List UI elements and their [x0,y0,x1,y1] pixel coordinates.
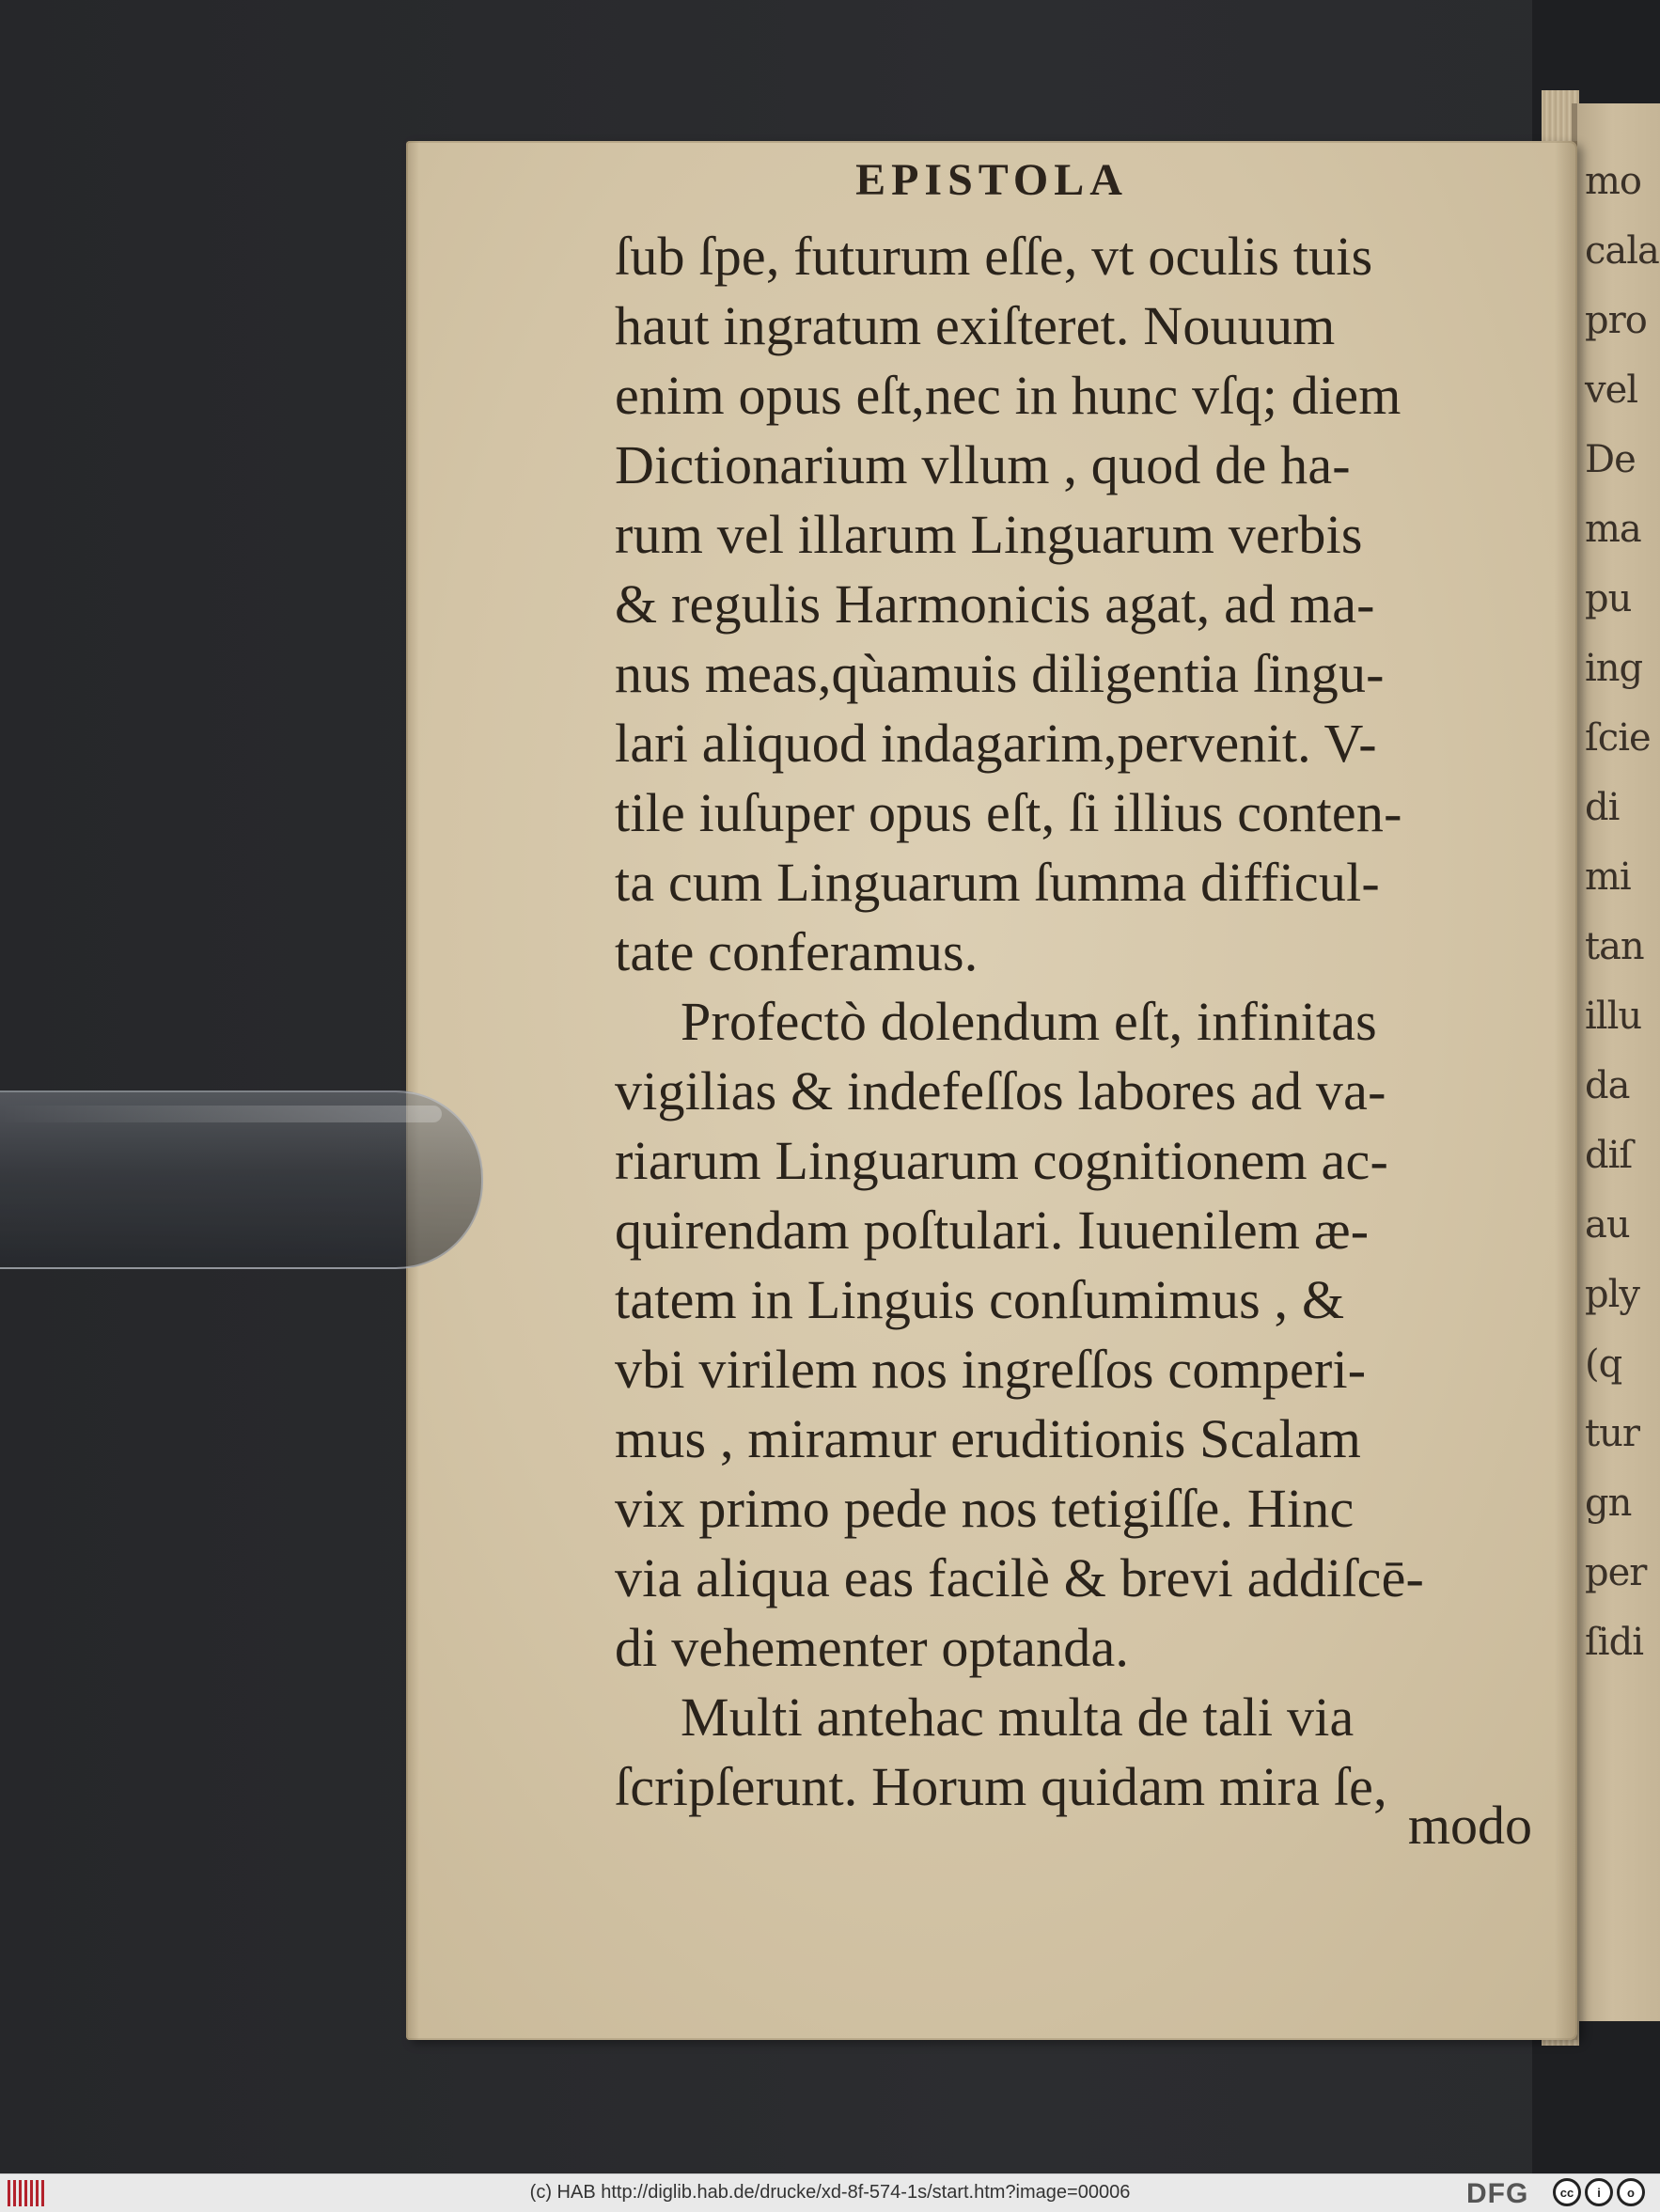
text-line: mus , miramur eruditionis Scalam [615,1408,1362,1469]
footer-credit: (c) HAB http://diglib.hab.de/drucke/xd-8f-574-1s/start.htm?image=00006 [529,2182,1131,2203]
facing-page-fragment: tur [1585,1412,1639,1455]
text-line: ſcripſerunt. Horum quidam mira ſe, [615,1756,1387,1817]
facing-page-fragment: mi [1585,855,1631,899]
text-line: Profectò dolendum eſt, infinitas [681,991,1377,1052]
creative-commons-icon: cc [1553,2178,1581,2206]
facing-page-fragment: pu [1585,577,1632,620]
footer-bar [0,2173,1660,2212]
facing-page-fragment: ply [1585,1273,1639,1316]
facing-page-fragment: mo [1585,160,1642,203]
facing-page-fragment: vel [1585,369,1638,412]
facing-page-fragment: (q [1585,1342,1622,1386]
facing-page [1572,103,1660,2021]
book-page [406,141,1577,2040]
text-line: di vehementer optanda. [615,1617,1130,1678]
text-line: vbi virilem nos ingreſſos comperi- [615,1339,1367,1400]
text-line: nus meas,qùamuis diligentia ſingu- [615,643,1385,704]
text-line: ſub ſpe, futurum eſſe, vt oculis tuis [615,226,1373,287]
facing-page-fragment: tan [1585,925,1644,968]
text-line: tate conferamus. [615,921,979,982]
license-icons [1553,2178,1645,2208]
facing-page-fragment: au [1585,1203,1630,1247]
facing-page-fragment: diſ [1585,1134,1633,1177]
page-holder-shine [0,1106,442,1122]
facing-page-fragment: di [1585,786,1620,829]
text-line: vigilias & indefeſſos labores ad va- [615,1060,1386,1122]
dfg-logo: DFG [1466,2178,1529,2209]
attribution-icon: i [1585,2178,1613,2206]
text-line: enim opus eſt,nec in hunc vſq; diem [615,365,1402,426]
share-alike-icon: o [1617,2178,1645,2206]
facing-page-fragment: ſcie [1585,716,1651,760]
text-line: haut ingratum exiſteret. Nouuum [615,295,1336,356]
page-inner-edge [1555,141,1577,2040]
text-line: tile iuſuper opus eſt, ſi illius conten- [615,782,1402,843]
facing-page-fragment: cala [1585,229,1659,273]
catchword: modo [1407,1795,1532,1856]
text-line: quirendam poſtulari. Iuuenilem æ- [615,1200,1370,1261]
facing-page-fragment: pro [1585,299,1647,342]
text-line: vix primo pede nos tetigiſſe. Hinc [615,1478,1355,1539]
facing-page-fragment: ſidi [1585,1621,1643,1664]
facing-page-fragment: ing [1585,647,1643,690]
running-head: EPISTOLA [855,155,1128,205]
facing-page-fragment: da [1585,1064,1630,1107]
text-line: rum vel illarum Linguarum verbis [615,504,1363,565]
text-line: riarum Linguarum cognitionem ac- [615,1130,1388,1191]
facing-page-fragment: per [1585,1551,1647,1594]
facing-page-fragment: illu [1585,995,1642,1038]
text-line: via aliqua eas facilè & brevi addiſcē- [615,1547,1425,1608]
text-line: Multi antehac multa de tali via [681,1686,1355,1748]
text-line: lari aliquod indagarim,pervenit. V- [615,713,1377,774]
text-line: tatem in Linguis conſumimus , & [615,1269,1345,1330]
facing-page-fragment: gn [1585,1482,1632,1525]
facing-page-fragment: De [1585,438,1636,481]
text-block [615,222,1536,1822]
text-line: & regulis Harmonicis agat, ad ma- [615,573,1375,635]
text-line: Dictionarium vllum , quod de ha- [615,434,1351,495]
text-line: ta cum Linguarum ſumma difficul- [615,852,1380,913]
facing-page-fragment: ma [1585,508,1641,551]
